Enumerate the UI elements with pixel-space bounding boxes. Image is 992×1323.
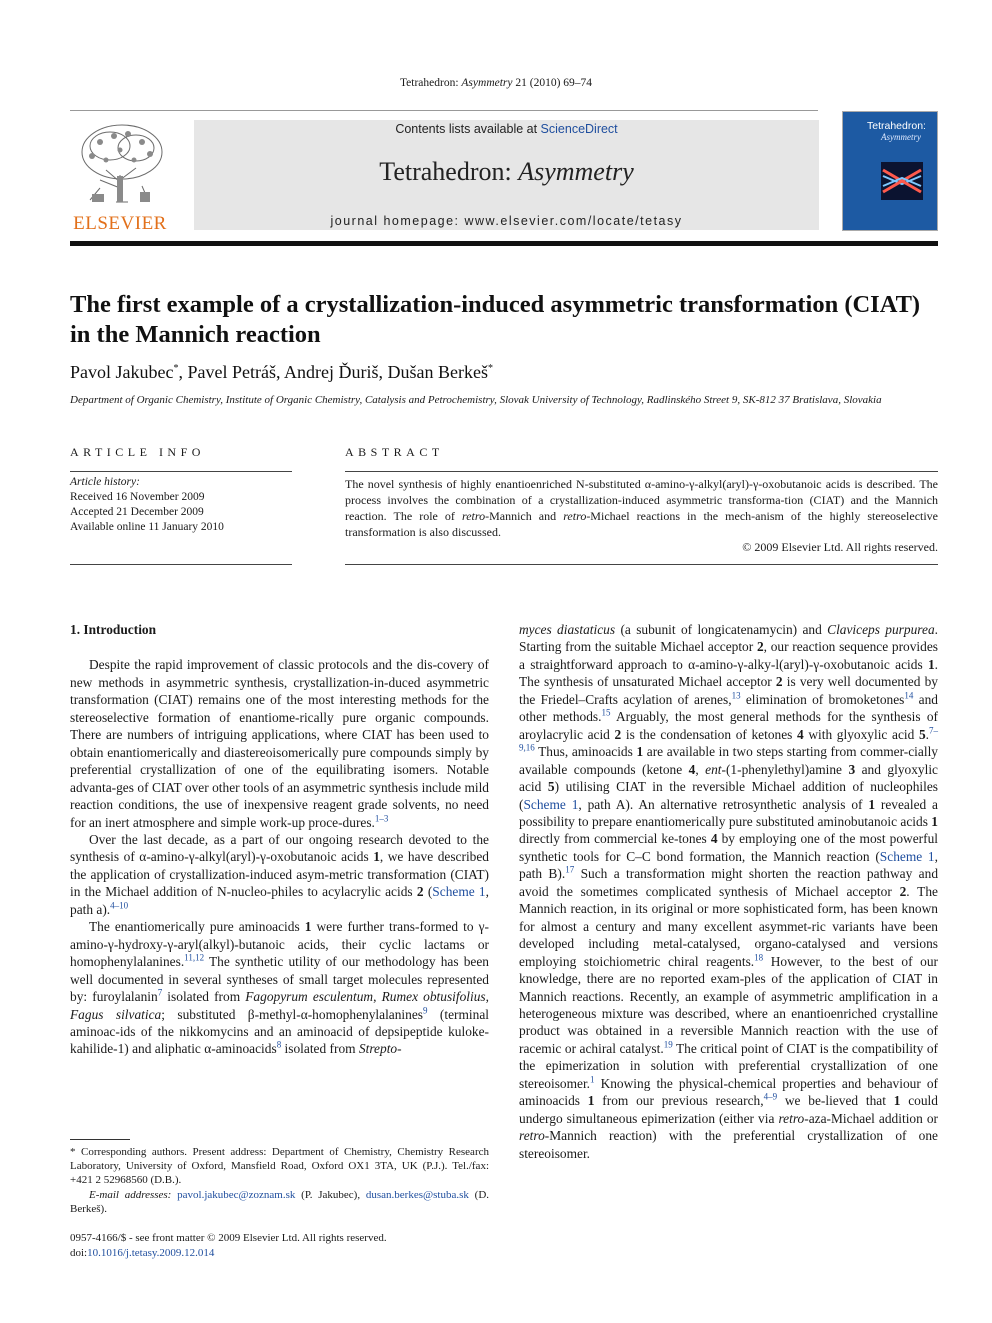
reference-link[interactable]: 4–9 [763, 1091, 778, 1102]
abstract-heading: ABSTRACT [345, 445, 444, 459]
article-info-heading: ARTICLE INFO [70, 445, 205, 459]
article-info-bottom-rule [70, 564, 292, 565]
reference-link[interactable]: 19 [663, 1039, 673, 1050]
reference-link[interactable]: 1–3 [374, 813, 389, 824]
doi-link[interactable]: 10.1016/j.tetasy.2009.12.014 [87, 1246, 215, 1259]
author-name[interactable]: Pavel Petráš [187, 362, 276, 382]
doi-line: doi:10.1016/j.tetasy.2009.12.014 [70, 1246, 215, 1259]
body-right-column [519, 621, 938, 1162]
footnote-rule [70, 1139, 130, 1140]
email-addresses: E-mail addresses: pavol.jakubec@zoznam.sk (P. Jakubec), dusan.berkes@stuba.sk (D. Berkeš). [70, 1188, 490, 1215]
scheme-link[interactable]: Scheme 1 [879, 848, 935, 864]
author-name[interactable]: Pavol Jakubec [70, 362, 174, 382]
issn-line: 0957-4166/$ - see front matter © 2009 Elsevier Ltd. All rights reserved. [70, 1232, 387, 1244]
paragraph: Despite the rapid improvement of classic protocols and the dis-covery of new methods in asymmetric synthesis, crystallization-in-duced asymmetric transformation (CIAT) remains one of the most interesting methods for the stereoselective formation of enantiome-rically pure organic compounds. There are numbers of intriguing applications, where CIAT has been used to obtain enantiomerically and diastereoisomerically pure compounds simply by preferential crystallization of one of the equilibrating isomers. Notable advanta-ges of CIAT over other tools of an asymmetric synthesis include mild reaction conditions, the use of inexpensive reagent grade solvents, no need for an inert atmosphere and simple work-up proce-dures.$^{1-3}$ [70, 657, 489, 830]
email-link[interactable]: pavol.jakubec@zoznam.sk [177, 1188, 296, 1201]
reference-link[interactable]: 17 [565, 864, 575, 875]
accepted-date: Accepted 21 December 2009 [70, 506, 204, 518]
body-left-column [70, 621, 489, 1058]
reference-link[interactable]: 14 [904, 690, 914, 701]
author-mark: * [173, 363, 179, 374]
cover-title: Tetrahedron: [867, 120, 926, 132]
paragraph: The enantiomerically pure aminoacids 1 were further trans-formed to γ-amino-γ-hydroxy-γ-aryl(alkyl)-butanoic acids, their cyclic lactams or homophenylalanines.$^{11,12}$ The synthetic utility of our methodology has been well documented in several syntheses of small target molecules represented by: furoylalanin$^7$ isolated from Fagopyrum esculentum, Rumex obtusifolius, Fagus silvatica; substituted β-methyl-α-homophenylalanines$^9$ (terminal aminoac-ids of the nikkomycins and an aminoacid of depsipeptide kuloke-kahilide-1) and aliphatic α-aminoacids$^8$ isolated from Strepto- [70, 919, 489, 1057]
article-info-rule [70, 471, 292, 472]
publisher-wordmark: ELSEVIER [73, 213, 167, 234]
header-thick-rule [70, 241, 938, 246]
online-date: Available online 11 January 2010 [70, 521, 224, 533]
history-title: Article history: [70, 476, 140, 488]
reference-link[interactable]: 13 [731, 690, 741, 701]
corresponding-note: * Corresponding authors. Present address: Department of Chemistry, Chemistry Research Laboratory, University of Oxford, Mansfield Road, Oxford OX1 3TA, UK (P.J.). Tel./fax: +421 2 52968560 (D.B.). [70, 1146, 489, 1187]
article-title: The first example of a crystallization-induced asymmetric transformation (CIAT) in the Mannich reaction [70, 291, 921, 348]
scheme-link[interactable]: Scheme 1 [432, 884, 486, 900]
abstract-rule [345, 471, 938, 472]
issn-doi-block [70, 1231, 490, 1260]
author-name[interactable]: Andrej Ďuriš [283, 362, 379, 382]
cover-art-icon [881, 162, 923, 200]
reference-link[interactable]: 15 [601, 707, 611, 718]
received-date: Received 16 November 2009 [70, 491, 205, 503]
abstract-copyright: © 2009 Elsevier Ltd. All rights reserved. [742, 540, 938, 554]
reference-link[interactable]: 18 [754, 952, 764, 963]
cover-subtitle: Asymmetry [881, 132, 921, 142]
affiliation: Department of Organic Chemistry, Institute of Organic Chemistry, Catalysis and Petrochemistry, Slovak University of Technology, Radlinského Street 9, SK-812 37 Bratislava, Slovakia [70, 394, 882, 406]
journal-homepage[interactable]: journal homepage: www.elsevier.com/locate/tetasy [330, 214, 683, 228]
sciencedirect-link[interactable]: ScienceDirect [540, 122, 618, 136]
article-history [70, 475, 292, 535]
author-list: Pavol Jakubec*, Pavel Petráš, Andrej Ďuriš, Dušan Berkeš* [70, 362, 493, 382]
citation-journal: Asymmetry [461, 77, 513, 89]
reference-link[interactable]: 7 [157, 987, 163, 998]
email-link[interactable]: dusan.berkes@stuba.sk [365, 1188, 469, 1201]
reference-link[interactable]: 7–9,16 [519, 725, 938, 753]
journal-citation: Tetrahedron: Asymmetry 21 (2010) 69–74 [399, 77, 593, 89]
reference-link[interactable]: 9 [423, 1005, 428, 1016]
section-heading-introduction: 1. Introduction [70, 622, 157, 637]
contents-line: Contents lists available at ScienceDirect [395, 122, 618, 136]
abstract-text: The novel synthesis of highly enantioenriched N-substituted α-amino-γ-alkyl(aryl)-γ-oxobutanoic acids is described. The process involves the combination of a crystallization-induced asymmetric transforma-tion (CIAT) and the Mannich reaction. The role of retro-Mannich and retro-Michael reactions in the mech-anism of the highly stereoselective transformation is also discussed. [345, 477, 939, 539]
reference-link[interactable]: 1 [590, 1074, 595, 1085]
author-mark: * [487, 363, 493, 374]
journal-cover-thumbnail [842, 111, 938, 231]
journal-banner [194, 120, 819, 230]
elsevier-logo [70, 120, 170, 232]
author-name[interactable]: Dušan Berkeš [387, 362, 488, 382]
reference-link[interactable]: 4–10 [110, 900, 129, 911]
elsevier-tree-icon [70, 120, 170, 210]
paragraph: myces diastaticus (a subunit of longicatenamycin) and Claviceps purpurea. Starting from the suitable Michael acceptor 2, our reaction sequence provides a straightforward approach to α-amino-γ-alky-l(aryl)-γ-oxobutanoic acids 1. The synthesis of unsaturated Michael acceptor 2 is very well documented by the Friedel–Crafts acylation of arenes,$^{13}$ elimination of bromoketones$^{14}$ and other methods.$^{15}$ Arguably, the most general methods for the synthesis of aroylacrylic acid 2 is the condensation of ketones 4 with glyoxylic acid 5.$^{7-9,16}$ Thus, aminoacids 1 are available in two steps starting from commer-cially available compounds (ketone 4, ent-(1-phenylethyl)amine 3 and glyoxylic acid 5) utilising CIAT in the reversible Michael addition of nucleophiles (Scheme 1, path A). An alternative retrosynthetic analysis of 1 revealed a possibility to prepare enantiomerically pure substituted aminobutanoic acids 1 directly from commercial ke-tones 4 by employing one of the most powerful synthetic tools for C–C bond formation, the Mannich reaction (Scheme 1, path B).$^{17}$ Such a transformation might shorten the reaction pathway and avoid the sometimes complicated synthesis of Michael acceptor 2. The Mannich reaction, in its original or more sophisticated form, has been known for almost a century and many excellent asymmet-ric variants have been developed including metal-catalysed, organo-catalysed and versions employing stoichiometric chiral reagents.$^{18}$ However, to the best of our knowledge, there are no reported exam-ples of the application of CIAT in Mannich reactions. Recently, an example of asymmetric amplification in a heterogeneous mixture was described, where an enantioenriched crystalline product was obtained in a reversible Mannich reaction with the use of racemic or achiral catalyst.$^{19}$ The critical point of CIAT is the compatibility of the epimerization in solution with preferential crystallization of one stereoisomer.$^1$ Knowing the physical-chemical properties and behaviour of aminoacids 1 from our previous research,$^{4-9}$ we be-lieved that 1 could undergo simultaneous epimerization (either via retro-aza-Michael addition or retro-Mannich reaction) with the preferential crystallization of one stereoisomer. [519, 622, 939, 1161]
paragraph: Over the last decade, as a part of our ongoing research devoted to the synthesis of α-amino-γ-alkyl(aryl)-γ-oxobutanoic acids 1, we have described the application of crystallization-induced asym-metric transformation (CIAT) in the Michael addition of N-nucleo-philes to acylacrylic acids 2 (Scheme 1, path a).$^{4-10}$ [70, 831, 490, 917]
reference-link[interactable]: 11,12 [184, 952, 205, 963]
corresponding-author-footnote [70, 1145, 489, 1216]
reference-link[interactable]: 8 [276, 1039, 282, 1050]
journal-name: Tetrahedron: Asymmetry [379, 157, 634, 186]
abstract-bottom-rule [345, 564, 938, 565]
journal-name-italic: Asymmetry [518, 157, 634, 186]
header-divider [70, 110, 818, 111]
scheme-link[interactable]: Scheme 1 [523, 796, 579, 812]
